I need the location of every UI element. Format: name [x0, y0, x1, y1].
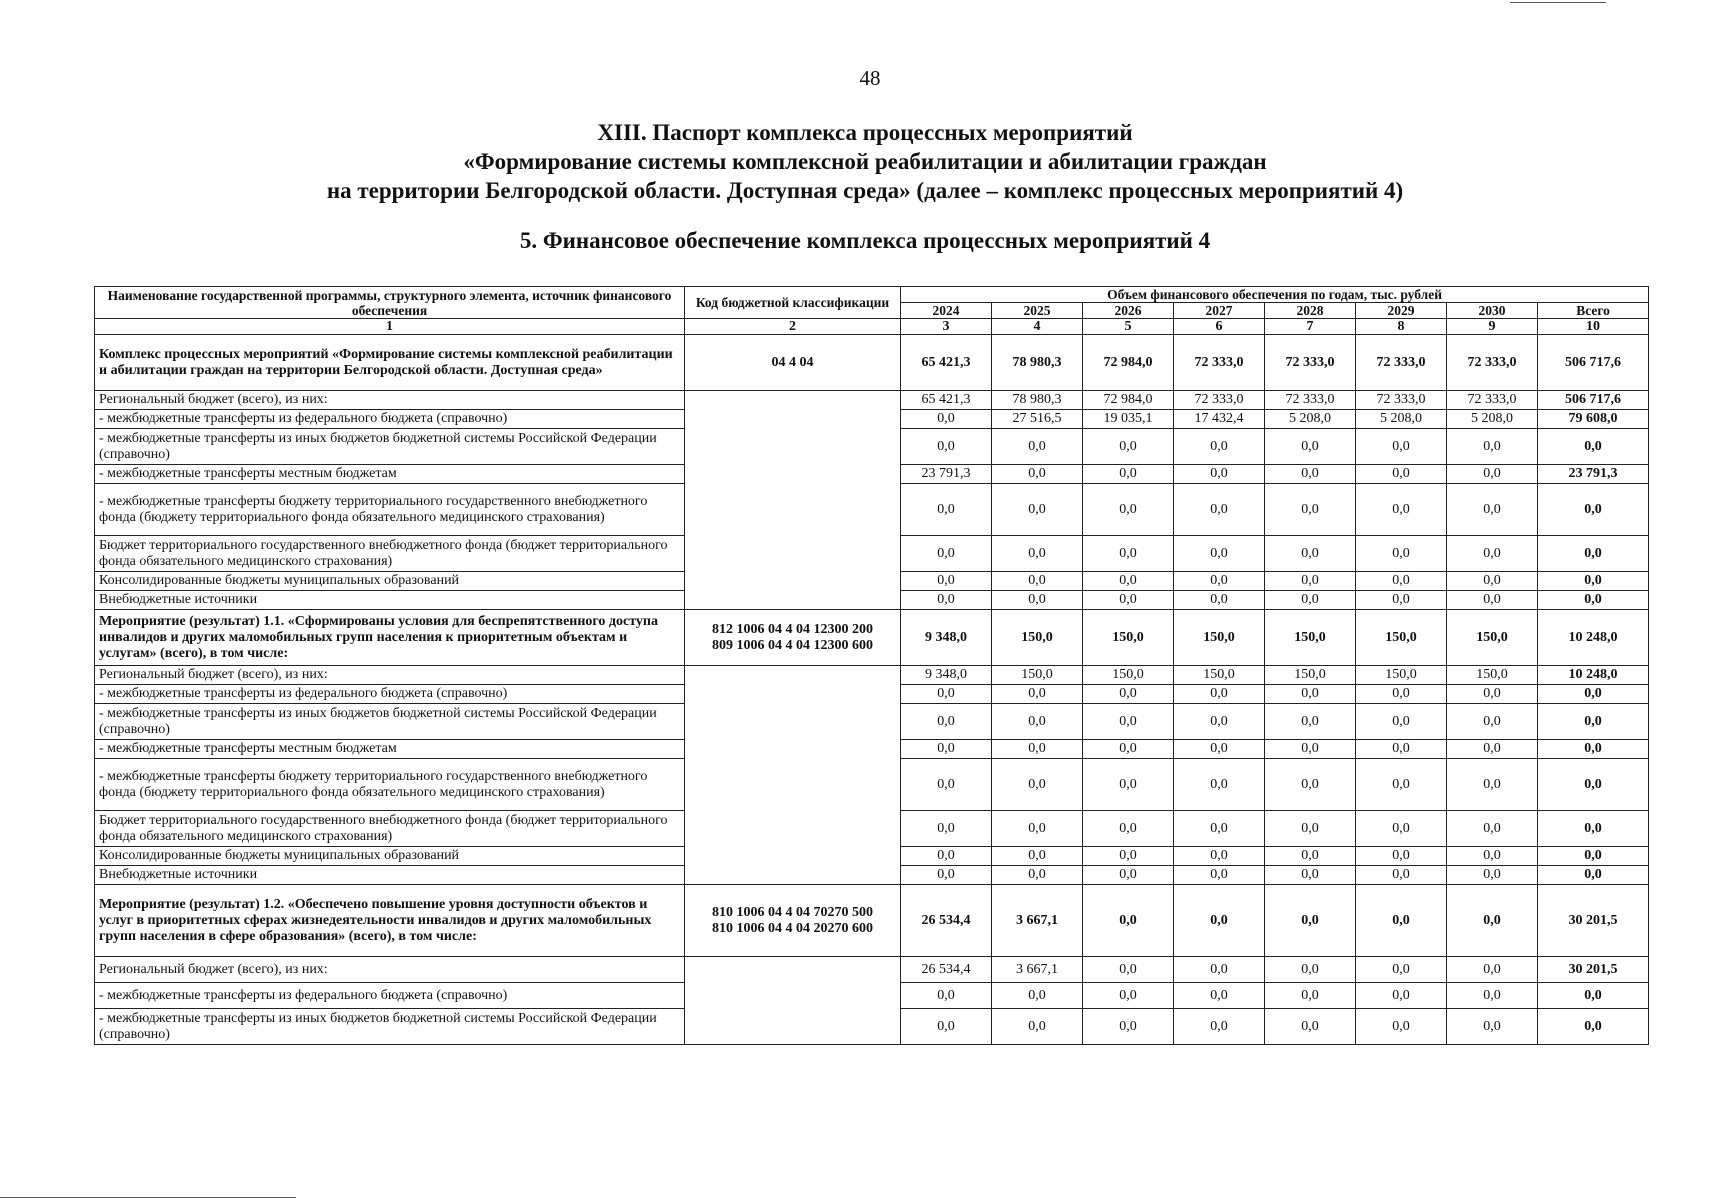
value-cell: 0,0: [1265, 866, 1356, 885]
value-cell: 0,0: [1356, 429, 1447, 465]
value-cell: 0,0: [1174, 484, 1265, 536]
column-number: 9: [1447, 319, 1538, 335]
value-cell: 0,0: [1174, 759, 1265, 811]
value-cell: 0,0: [1447, 740, 1538, 759]
value-cell: 0,0: [1265, 572, 1356, 591]
value-cell: 0,0: [1447, 536, 1538, 572]
source-name: Консолидированные бюджеты муниципальных образований: [95, 847, 685, 866]
value-cell: 26 534,4: [901, 957, 992, 983]
value-cell: 0,0: [1174, 983, 1265, 1009]
value-cell: 10 248,0: [1538, 610, 1649, 666]
year-header: 2030: [1447, 303, 1538, 319]
source-name: - межбюджетные трансферты из иных бюджетов бюджетной системы Российской Федерации (справочно): [95, 1009, 685, 1045]
value-cell: 0,0: [1356, 866, 1447, 885]
value-cell: 0,0: [1083, 866, 1174, 885]
value-cell: 3 667,1: [992, 957, 1083, 983]
value-cell: 0,0: [901, 685, 992, 704]
value-cell: 0,0: [992, 591, 1083, 610]
value-cell: 5 208,0: [1356, 410, 1447, 429]
value-cell: 65 421,3: [901, 391, 992, 410]
budget-code-blank: [685, 957, 901, 1045]
value-cell: 0,0: [1083, 957, 1174, 983]
value-cell: 0,0: [1356, 685, 1447, 704]
value-cell: 0,0: [1265, 983, 1356, 1009]
value-cell: 0,0: [901, 983, 992, 1009]
value-cell: 0,0: [1265, 465, 1356, 484]
value-cell: 0,0: [992, 759, 1083, 811]
value-cell: 0,0: [992, 1009, 1083, 1045]
value-cell: 0,0: [901, 484, 992, 536]
scan-mark-top: [1510, 2, 1606, 3]
year-header: 2024: [901, 303, 992, 319]
value-cell: 0,0: [1538, 591, 1649, 610]
value-cell: 150,0: [1356, 666, 1447, 685]
value-cell: 0,0: [1447, 847, 1538, 866]
value-cell: 72 333,0: [1265, 391, 1356, 410]
value-cell: 0,0: [1083, 429, 1174, 465]
group-name: Комплекс процессных мероприятий «Формирование системы комплексной реабилитации и абилитации граждан на территории Белгородской области. Доступная среда»: [95, 335, 685, 391]
value-cell: 0,0: [1265, 740, 1356, 759]
value-cell: 0,0: [1174, 847, 1265, 866]
value-cell: 0,0: [1174, 704, 1265, 740]
column-number: 5: [1083, 319, 1174, 335]
value-cell: 0,0: [1083, 685, 1174, 704]
header-volume: Объем финансового обеспечения по годам, тыс. рублей: [901, 287, 1649, 303]
value-cell: 5 208,0: [1265, 410, 1356, 429]
document-title: [0, 118, 1710, 205]
value-cell: 0,0: [1356, 536, 1447, 572]
value-cell: 0,0: [1538, 685, 1649, 704]
value-cell: 0,0: [1083, 465, 1174, 484]
value-cell: 0,0: [901, 811, 992, 847]
value-cell: 0,0: [901, 866, 992, 885]
value-cell: 0,0: [1538, 429, 1649, 465]
value-cell: 0,0: [1265, 536, 1356, 572]
value-cell: 0,0: [1265, 885, 1356, 957]
value-cell: 506 717,6: [1538, 391, 1649, 410]
value-cell: 0,0: [901, 847, 992, 866]
value-cell: 27 516,5: [992, 410, 1083, 429]
value-cell: 0,0: [1447, 685, 1538, 704]
value-cell: 0,0: [1265, 759, 1356, 811]
value-cell: 0,0: [1265, 957, 1356, 983]
value-cell: 10 248,0: [1538, 666, 1649, 685]
source-name: Региональный бюджет (всего), из них:: [95, 666, 685, 685]
value-cell: 0,0: [1447, 484, 1538, 536]
value-cell: 78 980,3: [992, 335, 1083, 391]
source-name: Бюджет территориального государственного внебюджетного фонда (бюджет территориального фонда обязательного медицинского страхования): [95, 536, 685, 572]
value-cell: 9 348,0: [901, 610, 992, 666]
value-cell: 0,0: [1083, 847, 1174, 866]
value-cell: 0,0: [901, 740, 992, 759]
title-line-1: XIII. Паспорт комплекса процессных мероприятий: [597, 120, 1133, 145]
value-cell: 0,0: [1356, 885, 1447, 957]
value-cell: 0,0: [1083, 536, 1174, 572]
value-cell: 0,0: [1356, 1009, 1447, 1045]
value-cell: 0,0: [1538, 536, 1649, 572]
value-cell: 0,0: [992, 983, 1083, 1009]
value-cell: 72 333,0: [1174, 391, 1265, 410]
financing-table: [94, 286, 1649, 1045]
title-line-3: на территории Белгородской области. Доступная среда» (далее – комплекс процессных мероприятий 4): [326, 178, 1404, 203]
value-cell: 0,0: [1538, 1009, 1649, 1045]
value-cell: 0,0: [992, 704, 1083, 740]
value-cell: 0,0: [1174, 885, 1265, 957]
value-cell: 0,0: [1538, 866, 1649, 885]
value-cell: 0,0: [901, 429, 992, 465]
value-cell: 150,0: [1174, 666, 1265, 685]
value-cell: 0,0: [992, 740, 1083, 759]
value-cell: 0,0: [1174, 465, 1265, 484]
value-cell: 30 201,5: [1538, 957, 1649, 983]
group-header-row: [95, 335, 1649, 391]
value-cell: 0,0: [1538, 704, 1649, 740]
budget-code: [685, 885, 901, 957]
value-cell: 0,0: [1083, 983, 1174, 1009]
value-cell: 0,0: [1265, 704, 1356, 740]
source-name: - межбюджетные трансферты из иных бюджетов бюджетной системы Российской Федерации (справочно): [95, 429, 685, 465]
value-cell: 0,0: [1265, 429, 1356, 465]
value-cell: 0,0: [1447, 465, 1538, 484]
value-cell: 72 333,0: [1356, 335, 1447, 391]
value-cell: 0,0: [1447, 957, 1538, 983]
value-cell: 0,0: [1265, 591, 1356, 610]
value-cell: 0,0: [1356, 704, 1447, 740]
value-cell: 0,0: [1356, 759, 1447, 811]
budget-code-blank: [685, 391, 901, 610]
group-name: Мероприятие (результат) 1.1. «Сформированы условия для беспрепятственного доступа инвалидов и других маломобильных групп населения к приоритетным объектам и услугам» (всего), в том числе:: [95, 610, 685, 666]
source-name: Консолидированные бюджеты муниципальных образований: [95, 572, 685, 591]
value-cell: 0,0: [1083, 759, 1174, 811]
value-cell: 0,0: [1083, 704, 1174, 740]
value-cell: 0,0: [1083, 740, 1174, 759]
source-name: Региональный бюджет (всего), из них:: [95, 957, 685, 983]
value-cell: 0,0: [1538, 740, 1649, 759]
value-cell: 0,0: [1447, 572, 1538, 591]
budget-code-line: 812 1006 04 4 04 12300 200: [712, 621, 873, 637]
value-cell: 72 333,0: [1174, 335, 1265, 391]
source-name: - межбюджетные трансферты из федерального бюджета (справочно): [95, 410, 685, 429]
value-cell: 0,0: [1538, 572, 1649, 591]
value-cell: 0,0: [901, 410, 992, 429]
value-cell: 0,0: [1174, 740, 1265, 759]
value-cell: 78 980,3: [992, 391, 1083, 410]
value-cell: 0,0: [1083, 811, 1174, 847]
group-header-row: [95, 885, 1649, 957]
value-cell: 79 608,0: [1538, 410, 1649, 429]
value-cell: 0,0: [1356, 740, 1447, 759]
column-number: 2: [685, 319, 901, 335]
year-header: 2028: [1265, 303, 1356, 319]
value-cell: 0,0: [992, 536, 1083, 572]
section-title: 5. Финансовое обеспечение комплекса процессных мероприятий 4: [519, 228, 1211, 253]
value-cell: 0,0: [992, 811, 1083, 847]
value-cell: 72 333,0: [1447, 335, 1538, 391]
value-cell: 0,0: [1265, 685, 1356, 704]
value-cell: 0,0: [901, 1009, 992, 1045]
value-cell: 0,0: [1174, 866, 1265, 885]
value-cell: 0,0: [1265, 1009, 1356, 1045]
value-cell: 0,0: [1356, 591, 1447, 610]
value-cell: 0,0: [1356, 465, 1447, 484]
value-cell: 23 791,3: [1538, 465, 1649, 484]
value-cell: 0,0: [1174, 1009, 1265, 1045]
value-cell: 0,0: [1356, 847, 1447, 866]
source-name: Региональный бюджет (всего), из них:: [95, 391, 685, 410]
page-number: 48: [859, 66, 881, 90]
value-cell: 0,0: [1356, 811, 1447, 847]
value-cell: 150,0: [1265, 610, 1356, 666]
value-cell: 3 667,1: [992, 885, 1083, 957]
source-row: [95, 391, 1649, 410]
value-cell: 0,0: [1174, 429, 1265, 465]
value-cell: 30 201,5: [1538, 885, 1649, 957]
budget-code: [685, 610, 901, 666]
value-cell: 0,0: [1083, 572, 1174, 591]
value-cell: 0,0: [901, 572, 992, 591]
group-name: Мероприятие (результат) 1.2. «Обеспечено повышение уровня доступности объектов и услуг в приоритетных сферах жизнедеятельности инвалидов и других маломобильных групп населения в сфере образования» (всего), в том числе:: [95, 885, 685, 957]
year-header: 2029: [1356, 303, 1447, 319]
scan-mark-bottom: [0, 1197, 296, 1198]
value-cell: 0,0: [901, 759, 992, 811]
value-cell: 0,0: [1447, 885, 1538, 957]
header-code: Код бюджетной классификации: [685, 287, 901, 319]
value-cell: 0,0: [992, 484, 1083, 536]
source-name: - межбюджетные трансферты бюджету территориального государственного внебюджетного фонда (бюджету территориального фонда обязательного медицинского страхования): [95, 484, 685, 536]
value-cell: 65 421,3: [901, 335, 992, 391]
source-name: - межбюджетные трансферты из федерального бюджета (справочно): [95, 685, 685, 704]
budget-code-line: 810 1006 04 4 04 70270 500: [712, 904, 873, 920]
value-cell: 72 333,0: [1265, 335, 1356, 391]
value-cell: 5 208,0: [1447, 410, 1538, 429]
column-number: 8: [1356, 319, 1447, 335]
value-cell: 150,0: [1447, 666, 1538, 685]
value-cell: 0,0: [1538, 484, 1649, 536]
column-number: 4: [992, 319, 1083, 335]
value-cell: 0,0: [992, 465, 1083, 484]
value-cell: 0,0: [1174, 591, 1265, 610]
value-cell: 150,0: [1083, 666, 1174, 685]
value-cell: 0,0: [992, 866, 1083, 885]
budget-code-line: 809 1006 04 4 04 12300 600: [712, 637, 873, 653]
column-number: 1: [95, 319, 685, 335]
source-name: - межбюджетные трансферты бюджету территориального государственного внебюджетного фонда (бюджету территориального фонда обязательного медицинского страхования): [95, 759, 685, 811]
value-cell: 0,0: [901, 536, 992, 572]
value-cell: 0,0: [1538, 759, 1649, 811]
value-cell: 72 984,0: [1083, 335, 1174, 391]
value-cell: 0,0: [1356, 484, 1447, 536]
column-number: 7: [1265, 319, 1356, 335]
value-cell: 0,0: [901, 704, 992, 740]
value-cell: 0,0: [992, 847, 1083, 866]
source-name: Внебюджетные источники: [95, 591, 685, 610]
value-cell: 0,0: [1083, 885, 1174, 957]
source-name: - межбюджетные трансферты местным бюджетам: [95, 740, 685, 759]
column-number: 6: [1174, 319, 1265, 335]
value-cell: 0,0: [1447, 983, 1538, 1009]
value-cell: 0,0: [1538, 983, 1649, 1009]
value-cell: 26 534,4: [901, 885, 992, 957]
source-name: - межбюджетные трансферты из федерального бюджета (справочно): [95, 983, 685, 1009]
column-number-row: [95, 319, 1649, 335]
value-cell: 150,0: [1265, 666, 1356, 685]
value-cell: 0,0: [1174, 536, 1265, 572]
value-cell: 150,0: [1356, 610, 1447, 666]
source-name: - межбюджетные трансферты местным бюджетам: [95, 465, 685, 484]
value-cell: 0,0: [1356, 983, 1447, 1009]
value-cell: 0,0: [1174, 957, 1265, 983]
header-name: Наименование государственной программы, структурного элемента, источник финансового обеспечения: [95, 287, 685, 319]
group-header-row: [95, 610, 1649, 666]
value-cell: 0,0: [901, 591, 992, 610]
source-name: Внебюджетные источники: [95, 866, 685, 885]
value-cell: 150,0: [1174, 610, 1265, 666]
year-header: 2025: [992, 303, 1083, 319]
value-cell: 0,0: [992, 429, 1083, 465]
source-name: - межбюджетные трансферты из иных бюджетов бюджетной системы Российской Федерации (справочно): [95, 704, 685, 740]
title-line-2: «Формирование системы комплексной реабилитации и абилитации граждан: [463, 149, 1267, 174]
value-cell: 0,0: [1356, 572, 1447, 591]
value-cell: 0,0: [992, 572, 1083, 591]
value-cell: 0,0: [1083, 1009, 1174, 1045]
value-cell: 9 348,0: [901, 666, 992, 685]
value-cell: 0,0: [1265, 484, 1356, 536]
year-header: 2026: [1083, 303, 1174, 319]
source-row: [95, 666, 1649, 685]
value-cell: 0,0: [1083, 484, 1174, 536]
value-cell: 17 432,4: [1174, 410, 1265, 429]
year-header: 2027: [1174, 303, 1265, 319]
value-cell: 0,0: [1356, 957, 1447, 983]
value-cell: 0,0: [992, 685, 1083, 704]
value-cell: 0,0: [1447, 759, 1538, 811]
column-number: 3: [901, 319, 992, 335]
value-cell: 506 717,6: [1538, 335, 1649, 391]
source-name: Бюджет территориального государственного внебюджетного фонда (бюджет территориального фонда обязательного медицинского страхования): [95, 811, 685, 847]
value-cell: 0,0: [1083, 591, 1174, 610]
value-cell: 0,0: [1265, 847, 1356, 866]
value-cell: 0,0: [1174, 811, 1265, 847]
value-cell: 72 333,0: [1356, 391, 1447, 410]
budget-code: 04 4 04: [685, 335, 901, 391]
value-cell: 0,0: [1538, 811, 1649, 847]
value-cell: 0,0: [1447, 704, 1538, 740]
source-row: [95, 957, 1649, 983]
value-cell: 0,0: [1447, 866, 1538, 885]
value-cell: 0,0: [1447, 811, 1538, 847]
value-cell: 150,0: [992, 666, 1083, 685]
column-number: 10: [1538, 319, 1649, 335]
value-cell: 72 984,0: [1083, 391, 1174, 410]
value-cell: 150,0: [992, 610, 1083, 666]
budget-code-blank: [685, 666, 901, 885]
budget-code-line: 810 1006 04 4 04 20270 600: [712, 920, 873, 936]
value-cell: 150,0: [1083, 610, 1174, 666]
value-cell: 0,0: [1174, 685, 1265, 704]
value-cell: 0,0: [1538, 847, 1649, 866]
value-cell: 72 333,0: [1447, 391, 1538, 410]
value-cell: 150,0: [1447, 610, 1538, 666]
value-cell: 0,0: [1447, 1009, 1538, 1045]
value-cell: 0,0: [1447, 429, 1538, 465]
year-header: Всего: [1538, 303, 1649, 319]
value-cell: 0,0: [1447, 591, 1538, 610]
value-cell: 19 035,1: [1083, 410, 1174, 429]
value-cell: 23 791,3: [901, 465, 992, 484]
value-cell: 0,0: [1265, 811, 1356, 847]
value-cell: 0,0: [1174, 572, 1265, 591]
